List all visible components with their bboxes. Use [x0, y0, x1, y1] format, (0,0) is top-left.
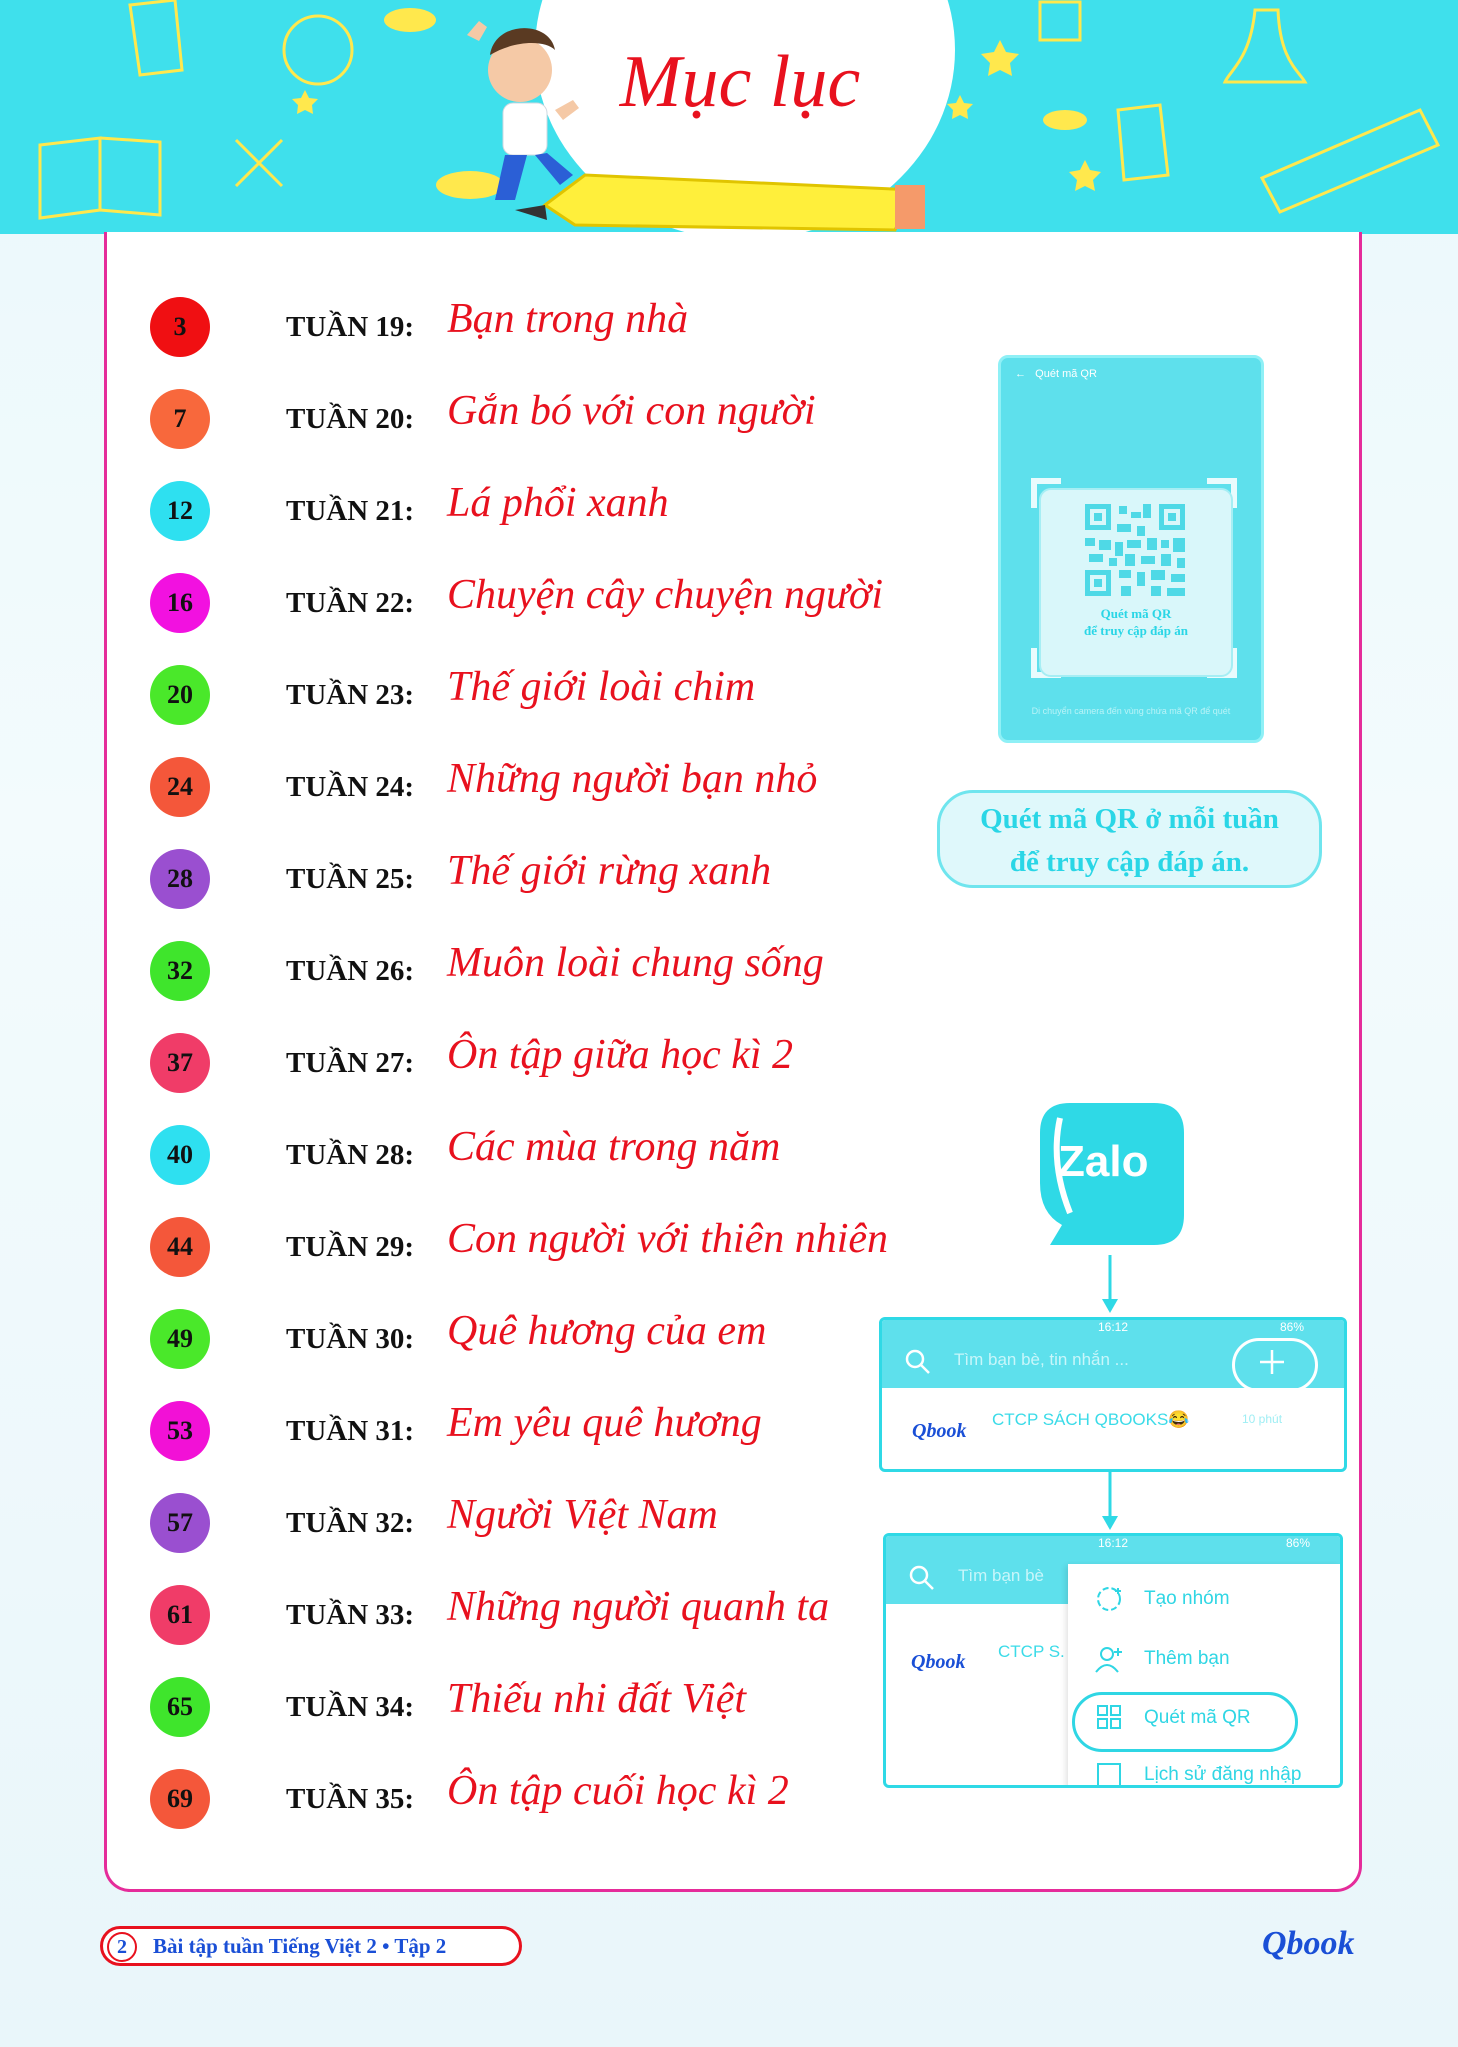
topic-title: Thiếu nhi đất Việt: [447, 1676, 747, 1722]
week-label: TUẦN 26:: [286, 955, 415, 987]
page-number-badge: 16: [150, 573, 210, 633]
week-label: TUẦN 20:: [286, 403, 415, 435]
qr-code-icon: [1081, 500, 1189, 600]
create-group-icon: [1094, 1584, 1124, 1614]
footer-page-number: 2: [107, 1932, 137, 1962]
toc-row[interactable]: [150, 941, 930, 1005]
zalo-logo-text: Zalo: [1058, 1137, 1149, 1186]
logo-text: Qbook: [1262, 1925, 1355, 1962]
status-bar: [886, 1536, 1340, 1552]
search-placeholder: Tìm bạn bè: [958, 1566, 1044, 1585]
toc-row[interactable]: [150, 481, 930, 545]
toc-row[interactable]: [150, 297, 930, 361]
qr-code-icon: [1096, 1704, 1122, 1730]
week-label: TUẦN 25:: [286, 863, 415, 895]
toc-row[interactable]: [150, 665, 930, 729]
page-number-badge: 53: [150, 1401, 210, 1461]
page-title: Mục lục: [619, 41, 861, 123]
status-time: 16:12: [1097, 1320, 1129, 1334]
phone-header-title: Quét mã QR: [1035, 368, 1097, 380]
status-time: 16:12: [1097, 1536, 1129, 1550]
qr-caption: [1041, 605, 1231, 639]
search-bar[interactable]: [882, 1336, 1344, 1388]
zalo-screen-menu: [883, 1533, 1343, 1788]
qbooks-avatar: Qbook: [911, 1651, 966, 1673]
toc-row[interactable]: [150, 1585, 930, 1649]
week-label: TUẦN 29:: [286, 1231, 415, 1263]
scan-note-line1: Quét mã QR ở mỗi tuần: [980, 803, 1279, 835]
page-number-badge: 49: [150, 1309, 210, 1369]
page-number-badge: 28: [150, 849, 210, 909]
toc-row[interactable]: [150, 1493, 930, 1557]
contact-name[interactable]: CTCP SÁCH QBOOKS😂: [992, 1410, 1190, 1429]
page-number-badge: 44: [150, 1217, 210, 1277]
topic-title: Thế giới loài chim: [447, 664, 756, 710]
topic-title: Người Việt Nam: [447, 1492, 718, 1538]
toc-row[interactable]: [150, 1125, 930, 1189]
week-label: TUẦN 28:: [286, 1139, 415, 1171]
week-label: TUẦN 23:: [286, 679, 415, 711]
topic-title: Lá phổi xanh: [447, 480, 669, 526]
back-arrow-icon: ←: [1015, 368, 1026, 380]
qr-caption-line2: để truy cập đáp án: [1083, 623, 1189, 638]
topic-title: Quê hương của em: [447, 1308, 767, 1354]
page-number-badge: 37: [150, 1033, 210, 1093]
zalo-screen-home: [879, 1317, 1347, 1472]
scan-note-line2: để truy cập đáp án.: [1009, 846, 1250, 878]
menu-scan-qr[interactable]: Quét mã QR: [1144, 1707, 1251, 1728]
week-label: TUẦN 21:: [286, 495, 415, 527]
week-label: TUẦN 32:: [286, 1507, 415, 1539]
topic-title: Thế giới rừng xanh: [447, 848, 772, 894]
menu-create-group[interactable]: Tạo nhóm: [1144, 1588, 1230, 1609]
week-label: TUẦN 35:: [286, 1783, 415, 1815]
topic-title: Bạn trong nhà: [447, 296, 689, 342]
topic-title: Em yêu quê hương: [447, 1400, 762, 1446]
scan-instruction-note: [937, 790, 1322, 888]
page-number-badge: 7: [150, 389, 210, 449]
topic-title: Những người quanh ta: [447, 1584, 830, 1630]
footer-book-label: [100, 1926, 522, 1966]
page-number-badge: 61: [150, 1585, 210, 1645]
toc-row[interactable]: [150, 1033, 930, 1097]
week-label: TUẦN 30:: [286, 1323, 415, 1355]
toc-row[interactable]: [150, 849, 930, 913]
footer-book-title: Bài tập tuần Tiếng Việt 2 • Tập 2: [153, 1934, 447, 1958]
contact-name[interactable]: CTCP S.: [998, 1642, 1065, 1661]
page-number-badge: 24: [150, 757, 210, 817]
arrow-down-icon: [1100, 1255, 1120, 1315]
page-number-badge: 12: [150, 481, 210, 541]
plus-icon[interactable]: [1258, 1348, 1286, 1376]
topic-title: Ôn tập giữa học kì 2: [447, 1032, 794, 1078]
qr-code-box: [1039, 488, 1233, 677]
toc-row[interactable]: [150, 1217, 930, 1281]
page-number-badge: 65: [150, 1677, 210, 1737]
toc-row[interactable]: [150, 1401, 930, 1465]
topic-title: Những người bạn nhỏ: [447, 756, 818, 802]
popup-menu: [1068, 1564, 1340, 1788]
status-bar: [882, 1320, 1344, 1336]
toc-row[interactable]: [150, 757, 930, 821]
page-number-badge: 40: [150, 1125, 210, 1185]
battery-level: 86%: [1285, 1536, 1310, 1550]
toc-row[interactable]: [150, 573, 930, 637]
search-placeholder: Tìm bạn bè, tin nhắn ...: [954, 1350, 1129, 1369]
qr-scan-phone: [998, 355, 1264, 743]
topic-title: Gắn bó với con người: [447, 388, 816, 434]
toc-row[interactable]: [150, 1769, 930, 1833]
week-label: TUẦN 24:: [286, 771, 415, 803]
page-number-badge: 32: [150, 941, 210, 1001]
login-history-icon: [1096, 1762, 1122, 1788]
topic-title: Con người với thiên nhiên: [447, 1216, 889, 1262]
arrow-down-icon: [1100, 1472, 1120, 1532]
menu-login-history[interactable]: Lịch sử đăng nhập: [1144, 1764, 1302, 1785]
week-label: TUẦN 22:: [286, 587, 415, 619]
page-number-badge: 57: [150, 1493, 210, 1553]
topic-title: Ôn tập cuối học kì 2: [447, 1768, 789, 1814]
search-icon: [908, 1564, 936, 1592]
menu-add-friend[interactable]: Thêm bạn: [1144, 1648, 1230, 1669]
topic-title: Muôn loài chung sống: [447, 940, 824, 986]
qr-caption-line1: Quét mã QR: [1100, 606, 1172, 621]
qbooks-logo: [1262, 1925, 1355, 1963]
search-icon: [904, 1348, 932, 1376]
phone-hint: Di chuyển camera đến vùng chứa mã QR để quét: [1031, 706, 1231, 716]
contact-time: 10 phút: [1242, 1412, 1283, 1426]
week-label: TUẦN 31:: [286, 1415, 415, 1447]
week-label: TUẦN 34:: [286, 1691, 415, 1723]
toc-row[interactable]: [150, 1309, 930, 1373]
page-number-badge: 3: [150, 297, 210, 357]
phone-header: [1015, 368, 1097, 380]
header-banner: [0, 0, 1458, 234]
add-friend-icon: [1094, 1644, 1124, 1674]
page-number-badge: 20: [150, 665, 210, 725]
page-number-badge: 69: [150, 1769, 210, 1829]
week-label: TUẦN 19:: [286, 311, 415, 343]
zalo-logo: [1040, 1103, 1184, 1245]
topic-title: Chuyện cây chuyện người: [447, 572, 883, 618]
topic-title: Các mùa trong năm: [447, 1124, 781, 1170]
week-label: TUẦN 27:: [286, 1047, 415, 1079]
battery-level: 86%: [1279, 1320, 1304, 1334]
week-label: TUẦN 33:: [286, 1599, 415, 1631]
toc-row[interactable]: [150, 1677, 930, 1741]
toc-row[interactable]: [150, 389, 930, 453]
qbooks-avatar: Qbook: [912, 1420, 967, 1442]
